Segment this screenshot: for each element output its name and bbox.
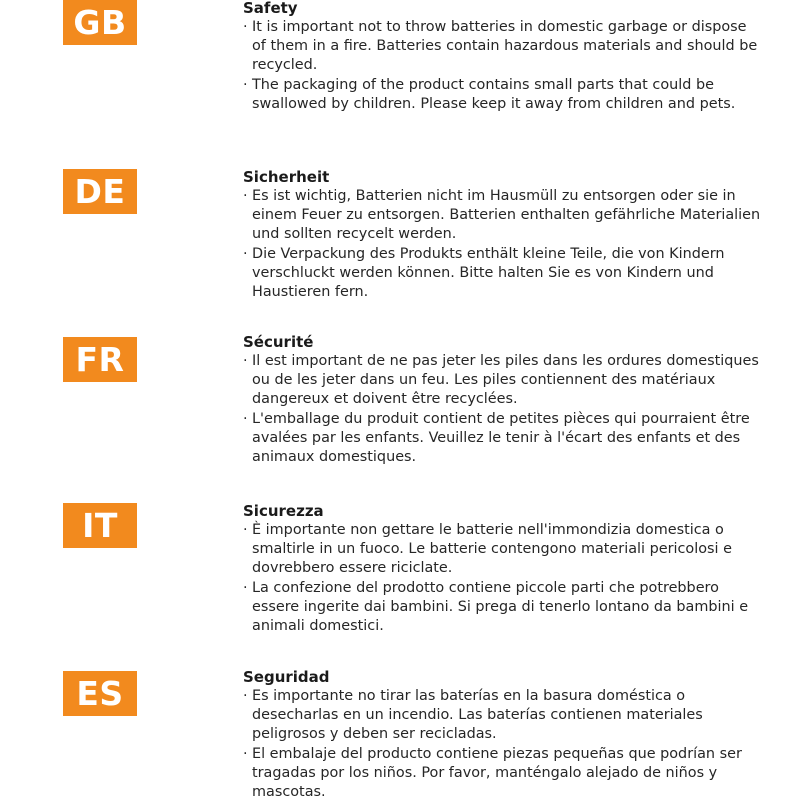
list-item-text: L'emballage du produit contient de petites pièces qui pourraient être avalées par les enfants. Veuillez le tenir à l'écart des enfants et des animaux domestiques. xyxy=(252,410,750,466)
list-item-text: El embalaje del producto contiene piezas pequeñas que podrían ser tragadas por los niños. Por favor, manténgalo alejado de niños y mascotas. xyxy=(252,745,742,800)
list-item-text: Es importante no tirar las baterías en la basura doméstica o desecharlas en un incendio. Las baterías contienen materiales peligrosos y deben ser recicladas. xyxy=(252,688,703,743)
list-item-text: The packaging of the product contains small parts that could be swallowed by children. Please keep it away from children and pets. xyxy=(252,76,736,112)
section-heading: Sicherheit xyxy=(243,168,330,186)
list-item xyxy=(243,687,763,745)
list-item xyxy=(243,18,763,76)
section-heading: Seguridad xyxy=(243,668,330,686)
language-badge-es: ES xyxy=(63,671,137,716)
section-es-content xyxy=(243,668,763,800)
list-item xyxy=(243,187,763,245)
section-it-content xyxy=(243,502,763,636)
list-item xyxy=(243,521,763,579)
list-item-text: Il est important de ne pas jeter les piles dans les ordures domestiques ou de les jeter dans un feu. Les piles contiennent des matériaux dangereux et doivent être recyclées. xyxy=(252,353,759,408)
section-fr-content xyxy=(243,333,763,467)
bullet-icon: · xyxy=(243,188,248,204)
list-item xyxy=(243,245,763,303)
language-badge-gb: GB xyxy=(63,0,137,45)
language-badge-de: DE xyxy=(63,169,137,214)
section-heading: Safety xyxy=(243,0,298,17)
bullet-icon: · xyxy=(243,522,248,538)
list-item-text: È importante non gettare le batterie nell'immondizia domestica o smaltirle in un fuoco. Le batterie contengono materiali pericolosi e dovrebbero essere riciclate. xyxy=(252,522,732,577)
list-item-text: Es ist wichtig, Batterien nicht im Hausmüll zu entsorgen oder sie in einem Feuer zu entsorgen. Batterien enthalten gefährliche Materialien und sollten recycelt werden. xyxy=(252,188,761,243)
section-heading: Sécurité xyxy=(243,333,314,351)
list-item xyxy=(243,352,763,410)
bullet-icon: · xyxy=(243,353,248,369)
bullet-icon: · xyxy=(243,76,248,93)
section-gb-content xyxy=(243,0,763,114)
list-item-text: It is important not to throw batteries in domestic garbage or dispose of them in a fire. Batteries contain hazardous materials and should be recycled. xyxy=(252,19,758,74)
bullet-icon: · xyxy=(243,19,248,35)
bullet-icon: · xyxy=(243,579,248,596)
bullet-icon: · xyxy=(243,745,248,762)
language-badge-it: IT xyxy=(63,503,137,548)
list-item-text: Die Verpackung des Produkts enthält kleine Teile, die von Kindern verschluckt werden können. Bitte halten Sie es von Kindern und Haustieren fern. xyxy=(252,245,725,301)
section-heading: Sicurezza xyxy=(243,502,324,520)
list-item-text: La confezione del prodotto contiene piccole parti che potrebbero essere ingerite dai bambini. Si prega di tenerlo lontano da bambini e animali domestici. xyxy=(252,579,749,635)
section-de-content xyxy=(243,168,763,302)
list-item xyxy=(243,745,763,800)
list-item xyxy=(243,410,763,468)
language-badge-fr: FR xyxy=(63,337,137,382)
list-item xyxy=(243,76,763,114)
list-item xyxy=(243,579,763,637)
bullet-icon: · xyxy=(243,688,248,704)
bullet-icon: · xyxy=(243,410,248,427)
bullet-icon: · xyxy=(243,245,248,262)
